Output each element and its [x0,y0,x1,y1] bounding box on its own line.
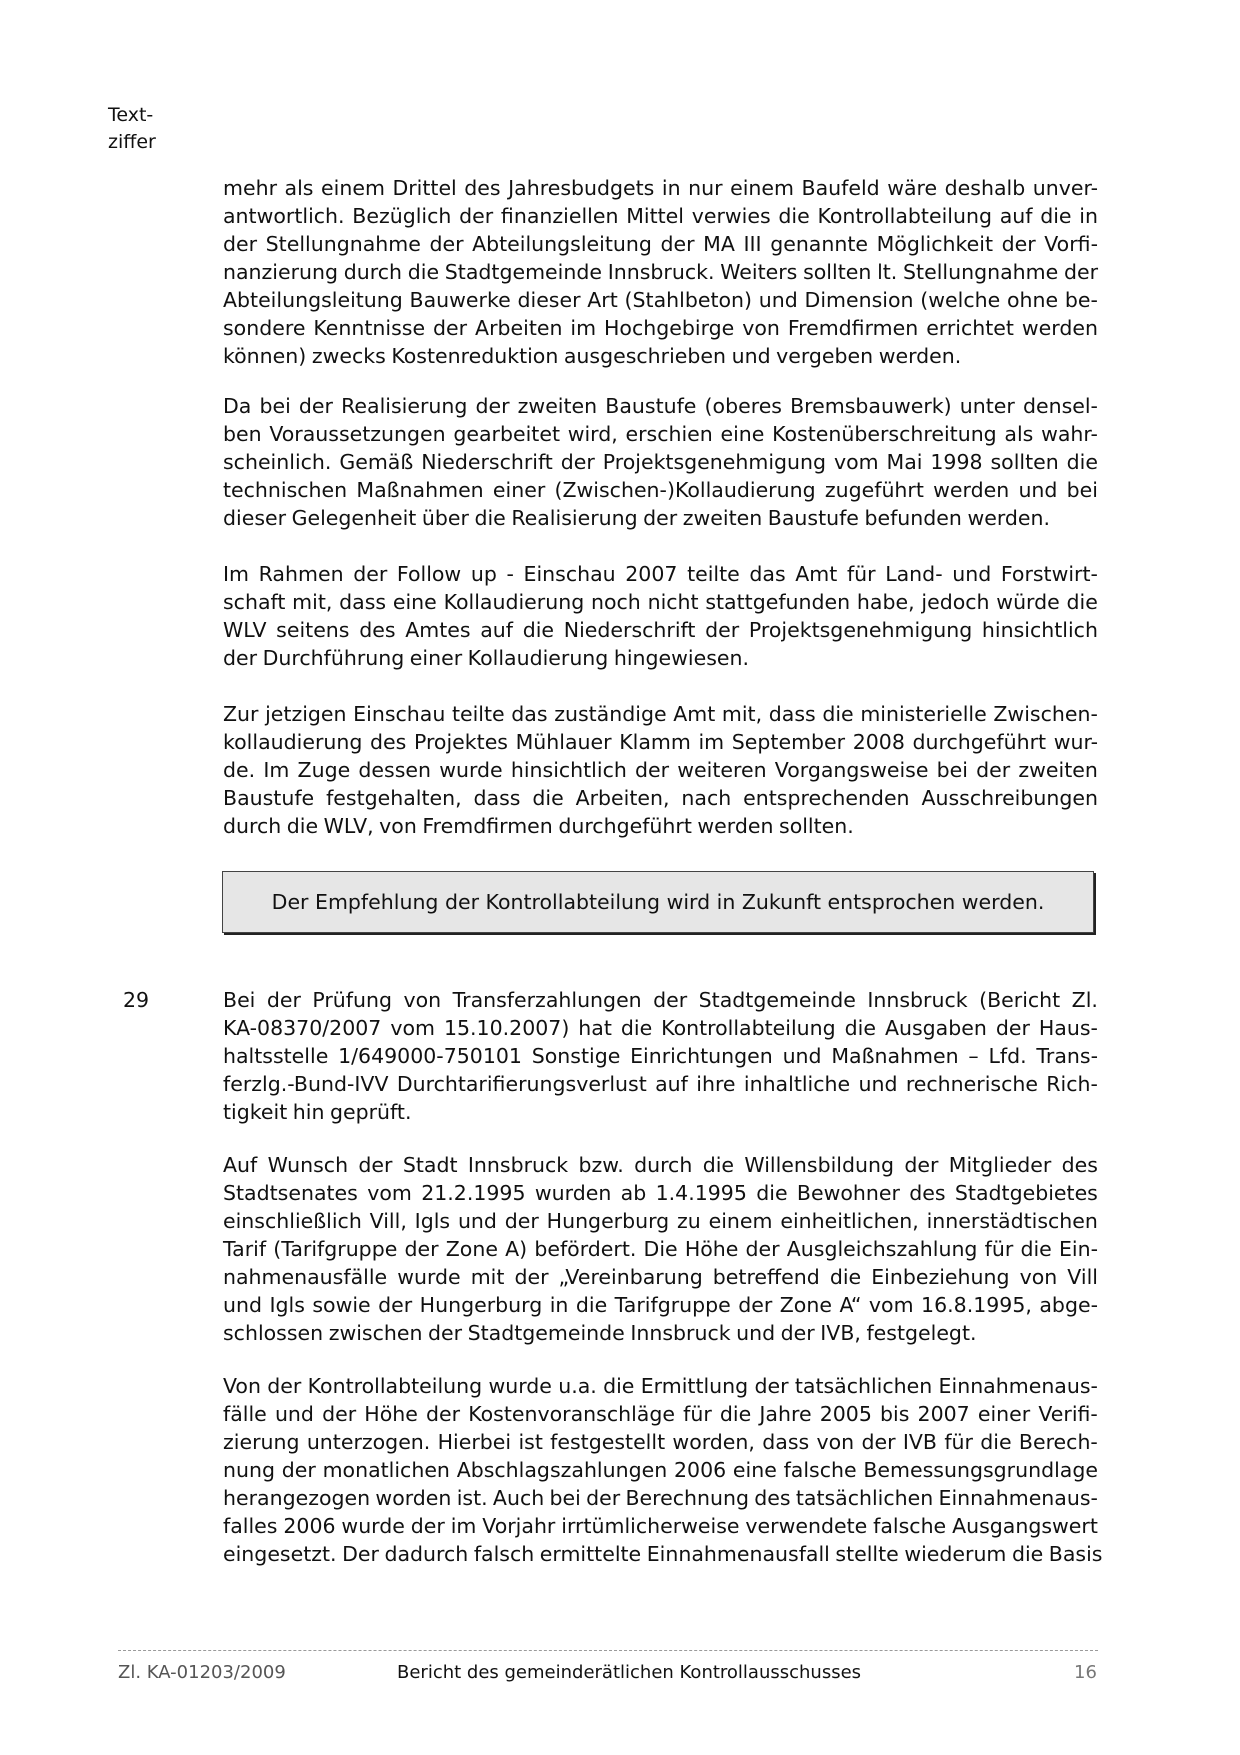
text-line: Da bei der Realisierung der zweiten Baustufe (oberes Bremsbauwerk) unter densel- [223,394,1098,418]
text-line: schaft mit, dass eine Kollaudierung noch nicht stattgefunden habe, jedoch würde die [223,590,1098,614]
text-line: Auf Wunsch der Stadt Innsbruck bzw. durch die Willensbildung der Mitglieder des [223,1153,1098,1177]
text-line: Bei der Prüfung von Transferzahlungen der Stadtgemeinde Innsbruck (Bericht Zl. [223,988,1098,1012]
text-line: nanzierung durch die Stadtgemeinde Innsbruck. Weiters sollten lt. Stellungnahme der [223,260,1098,284]
text-line: Abteilungsleitung Bauwerke dieser Art (Stahlbeton) und Dimension (welche ohne be- [223,288,1098,312]
paragraph-1 [223,174,1098,370]
text-line: mehr als einem Drittel des Jahresbudgets in nur einem Baufeld wäre deshalb unver- [223,176,1098,200]
text-line: einschließlich Vill, Igls und der Hungerburg zu einem einheitlichen, innerstädtischen [223,1209,1098,1233]
text-line: der Durchführung einer Kollaudierung hingewiesen. [223,646,750,670]
paragraph-7 [223,1372,1103,1568]
paragraph-number: 29 [123,988,150,1012]
footer-page-number: 16 [1074,1662,1097,1683]
text-line: Tarif (Tarifgruppe der Zone A) befördert. Die Höhe der Ausgleichszahlung für die Ein- [223,1237,1098,1261]
text-line: Zur jetzigen Einschau teilte das zuständige Amt mit, dass die ministerielle Zwischen- [223,702,1098,726]
text-line: de. Im Zuge dessen wurde hinsichtlich der weiteren Vorgangsweise bei der zweiten [223,758,1098,782]
paragraph-3 [223,560,1098,672]
text-line: WLV seitens des Amtes auf die Niederschrift der Projektsgenehmigung hinsichtlich [223,618,1098,642]
callout-text: Der Empfehlung der Kontrollabteilung wird in Zukunft entsprochen werden. [271,890,1045,914]
text-line: können) zwecks Kostenreduktion ausgeschrieben und vergeben werden. [223,344,962,368]
text-line: ferzlg.-Bund-IVV Durchtarifierungsverlust auf ihre inhaltliche und rechnerische Rich- [223,1072,1098,1096]
paragraph-4 [223,700,1098,840]
text-line: haltsstelle 1/649000-750101 Sonstige Einrichtungen und Maßnahmen – Lfd. Trans- [223,1044,1098,1068]
footer-title: Bericht des gemeinderätlichen Kontrollausschusses [397,1662,862,1683]
text-line: tigkeit hin geprüft. [223,1100,412,1124]
text-line: kollaudierung des Projektes Mühlauer Klamm im September 2008 durchgeführt wur- [223,730,1098,754]
text-line: ben Voraussetzungen gearbeitet wird, erschien eine Kostenüberschreitung als wahr- [223,422,1098,446]
footer-divider [118,1650,1098,1651]
text-line: scheinlich. Gemäß Niederschrift der Projektsgenehmigung vom Mai 1998 sollten die [223,450,1098,474]
margin-label [108,102,156,156]
text-line: antwortlich. Bezüglich der finanziellen Mittel verwies die Kontrollabteilung auf die in [223,204,1098,228]
text-line: fälle und der Höhe der Kostenvoranschläge für die Jahre 2005 bis 2007 einer Verifi- [223,1402,1098,1426]
paragraph-5 [223,986,1098,1126]
paragraph-6 [223,1151,1098,1347]
text-line: herangezogen worden ist. Auch bei der Berechnung des tatsächlichen Einnahmenaus- [223,1486,1098,1510]
text-line: sondere Kenntnisse der Arbeiten im Hochgebirge von Fremdfirmen errichtet werden [223,316,1098,340]
margin-label-line2: ziffer [108,131,156,153]
recommendation-callout [222,871,1094,933]
text-line: nahmenausfälle wurde mit der „Vereinbarung betreffend die Einbeziehung von Vill [223,1265,1098,1289]
text-line: technischen Maßnahmen einer (Zwischen-)Kollaudierung zugeführt werden und bei [223,478,1098,502]
text-line: und Igls sowie der Hungerburg in die Tarifgruppe der Zone A“ vom 16.8.1995, abge- [223,1293,1098,1317]
text-line: schlossen zwischen der Stadtgemeinde Innsbruck und der IVB, festgelegt. [223,1321,977,1345]
paragraph-2 [223,392,1098,532]
text-line: eingesetzt. Der dadurch falsch ermittelte Einnahmenausfall stellte wiederum die Basis [223,1542,1103,1566]
text-line: Baustufe festgehalten, dass die Arbeiten, nach entsprechenden Ausschreibungen [223,786,1098,810]
footer-reference: Zl. KA-01203/2009 [118,1662,286,1683]
text-line: zierung unterzogen. Hierbei ist festgestellt worden, dass von der IVB für die Berech- [223,1430,1098,1454]
text-line: der Stellungnahme der Abteilungsleitung der MA III genannte Möglichkeit der Vorfi- [223,232,1098,256]
text-line: durch die WLV, von Fremdfirmen durchgeführt werden sollten. [223,814,854,838]
text-line: Stadtsenates vom 21.2.1995 wurden ab 1.4.1995 die Bewohner des Stadtgebietes [223,1181,1098,1205]
text-line: dieser Gelegenheit über die Realisierung der zweiten Baustufe befunden werden. [223,506,1051,530]
text-line: falles 2006 wurde der im Vorjahr irrtümlicherweise verwendete falsche Ausgangswert [223,1514,1098,1538]
text-line: KA-08370/2007 vom 15.10.2007) hat die Kontrollabteilung die Ausgaben der Haus- [223,1016,1098,1040]
text-line: Von der Kontrollabteilung wurde u.a. die Ermittlung der tatsächlichen Einnahmenaus- [223,1374,1098,1398]
text-line: Im Rahmen der Follow up - Einschau 2007 teilte das Amt für Land- und Forstwirt- [223,562,1098,586]
text-line: nung der monatlichen Abschlagszahlungen 2006 eine falsche Bemessungsgrundlage [223,1458,1098,1482]
margin-label-line1: Text- [108,104,154,126]
